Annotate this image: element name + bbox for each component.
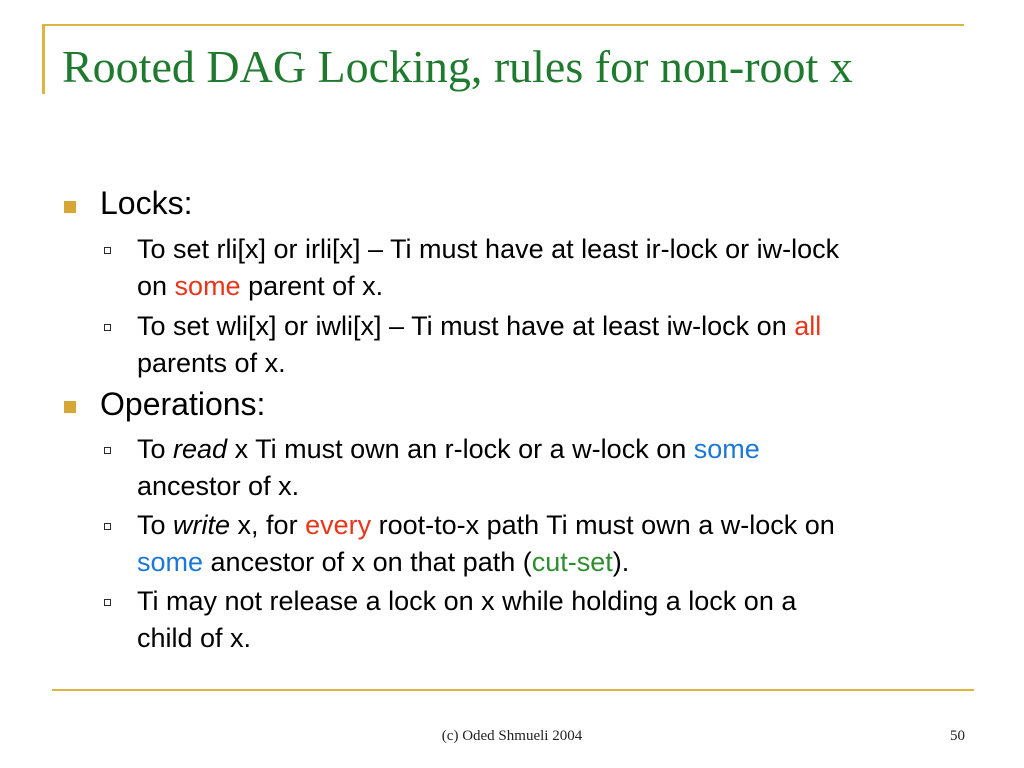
list-item-line (137, 431, 967, 468)
text-run: To (137, 434, 174, 464)
text-run: x Ti must own an r-lock or a w-lock on (227, 434, 694, 464)
list-item-line (137, 308, 967, 345)
square-bullet-icon (64, 201, 76, 213)
italic-term: read (173, 434, 228, 464)
list-item-locks-1 (137, 231, 967, 305)
text-run: parent of x. (240, 271, 384, 301)
text-run: To (137, 510, 174, 540)
hollow-square-bullet-icon (104, 324, 111, 331)
list-item-locks-2 (137, 308, 967, 382)
highlight-blue: some (137, 547, 204, 577)
text-run: ancestor of x on that path ( (203, 547, 532, 577)
text-run: ). (612, 547, 630, 577)
page-number: 50 (950, 728, 965, 744)
title-accent-vertical-line (42, 24, 45, 94)
footer-credit: (c) Oded Shmueli 2004 (441, 728, 583, 744)
text-run: To set wli[x] or iwli[x] – Ti must have at least iw-lock on (137, 311, 795, 341)
highlight-blue: some (693, 434, 760, 464)
list-item-line: Ti may not release a lock on x while holding a lock on a (137, 586, 797, 616)
title-accent-horizontal-line (42, 24, 964, 26)
highlight-red: some (174, 271, 241, 301)
list-item-operations-2 (137, 507, 967, 581)
text-run: x, for (230, 510, 306, 540)
italic-term: write (173, 510, 231, 540)
list-item-operations-3 (137, 583, 967, 657)
hollow-square-bullet-icon (104, 599, 111, 606)
section-heading-locks: Locks: (100, 185, 193, 221)
hollow-square-bullet-icon (104, 247, 111, 254)
text-run: root-to-x path Ti must own a w-lock on (371, 510, 835, 540)
list-item-line (137, 544, 967, 581)
list-item-operations-1 (137, 431, 967, 505)
hollow-square-bullet-icon (104, 523, 111, 530)
text-run: on (137, 271, 175, 301)
highlight-green: cut-set (531, 547, 613, 577)
list-item-line: parents of x. (137, 348, 286, 378)
highlight-red: all (794, 311, 822, 341)
list-item-line (137, 507, 967, 544)
list-item-line: To set rli[x] or irli[x] – Ti must have at least ir-lock or iw-lock (137, 234, 840, 264)
square-bullet-icon (64, 401, 76, 413)
list-item-line (137, 268, 967, 305)
hollow-square-bullet-icon (104, 447, 111, 454)
section-heading-operations: Operations: (100, 386, 266, 422)
list-item-line: child of x. (137, 623, 252, 653)
slide-title: Rooted DAG Locking, rules for non-root x (62, 41, 853, 92)
highlight-red: every (305, 510, 372, 540)
footer-divider-line (52, 689, 974, 691)
list-item-line: ancestor of x. (137, 471, 300, 501)
